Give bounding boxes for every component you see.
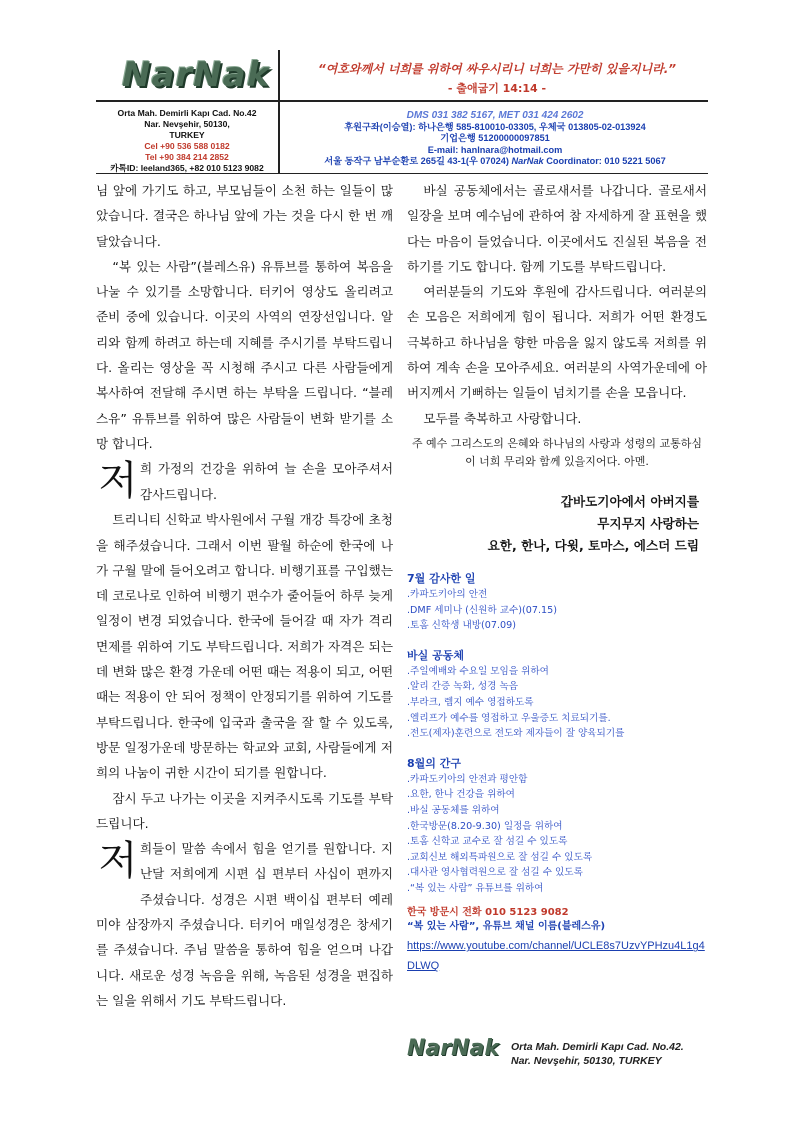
- list-item: .한국방문(8.20-9.30) 일정을 위하여: [407, 820, 563, 832]
- right-column: [407, 178, 707, 974]
- paragraph: 님 앞에 가기도 하고, 부모님들이 소천 하는 일들이 많았습니다. 결국은 하나님 앞에 가는 것을 다시 한 번 깨달았습니다.: [96, 183, 393, 249]
- contact-email[interactable]: E-mail: hanlnara@hotmail.com: [427, 144, 563, 155]
- list-item: .토홈 신학교 교수로 잘 섬길 수 있도록: [407, 836, 568, 848]
- list-item: .알리 간증 녹화, 성경 녹음: [407, 681, 518, 693]
- header-address: [96, 108, 278, 174]
- list-item: .대사관 영사협력원으로 잘 섬길 수 있도록: [407, 867, 583, 879]
- list-item: .카파도키아의 안전: [407, 588, 488, 600]
- header-divider: [96, 100, 708, 102]
- coordinator-address: 서울 동작구 남부순환로 265길 43-1(우 07024): [324, 156, 509, 166]
- letter-header: [96, 50, 708, 175]
- dropcap-paragraph: [96, 836, 393, 1013]
- contact-phones: DMS 031 382 5167, MET 031 424 2602: [406, 110, 584, 121]
- signature-line: 갑바도기아에서 아버지를: [560, 493, 699, 509]
- contact-bank: 후원구좌(이승열): 하나은행 585-810010-03305, 우체국 013805-02-013924: [344, 121, 646, 132]
- narnak-logo-text: NarNak: [122, 55, 271, 95]
- narnak-logo: [96, 50, 278, 100]
- paragraph: 잠시 두고 나가는 이곳을 지켜주시도록 기도를 부탁드립니다.: [96, 790, 393, 831]
- list-item: .요한, 한나 건강을 위하여: [407, 789, 515, 801]
- signature-line: 무지무지 사랑하는: [597, 515, 699, 531]
- list-item: .바실 공동체를 위하여: [407, 804, 500, 816]
- address-cel: Cel +90 536 588 0182: [144, 141, 230, 151]
- header-vertical-divider: [278, 50, 280, 174]
- paragraph: 희 가정의 건강을 위하여 늘 손을 모아주셔서 감사드립니다.: [140, 461, 393, 502]
- address-line: TURKEY: [169, 130, 205, 140]
- dropcap-paragraph: [96, 456, 393, 507]
- list-item: .교회신보 해외특파원으로 잘 섬길 수 있도록: [407, 851, 593, 863]
- contact-coordinator: [282, 156, 708, 168]
- contact-bank-2: 기업은행 51200000097851: [440, 133, 550, 143]
- section-title: 바실 공동체: [407, 648, 464, 662]
- list-item: .전도(제자)훈련으로 전도와 제자들이 잘 양육되기를: [407, 728, 625, 740]
- footer: [407, 1036, 707, 1072]
- list-item: .엘리프가 예수를 영접하고 우울증도 치료되기를.: [407, 712, 611, 724]
- signature: [407, 491, 707, 557]
- section-community: [407, 648, 707, 742]
- korea-phone: 한국 방문시 전화 010 5123 9082: [407, 907, 569, 919]
- header-verse-reference: - 출애굽기 14:14 -: [447, 82, 547, 95]
- address-line: Orta Mah. Demirli Kapı Cad. No.42: [117, 108, 257, 118]
- header-verse: “여호와께서 너희를 위하여 싸우시리니 너희는 가만히 있을지니라.”: [317, 62, 677, 76]
- list-item: .DMF 세미나 (신원하 교수)(07.15): [407, 604, 557, 616]
- paragraph: 바실 공동체에서는 골로새서를 나갑니다. 골로새서 일장을 보며 예수님에 관하여 참 자세하게 잘 표현을 했다는 마음이 들었습니다. 이곳에서도 진실된 복음을 전하기를 기도 합니다. 함께 기도를 부탁드립니다.: [407, 183, 707, 274]
- section-thanks: [407, 571, 707, 634]
- dropcap-letter: 저: [98, 458, 138, 505]
- youtube-label: “복 있는 사람”, 유튜브 채널 이름(블레스유): [407, 921, 606, 933]
- list-item: .“복 있는 사람” 유튜브를 위하여: [407, 882, 544, 894]
- paragraph: 트리니티 신학교 박사원에서 구월 개강 특강에 초청을 해주셨습니다. 그래서 이번 팔월 하순에 한국에 나가 구월 말에 들어오려고 합니다. 비행기표를 구입했는데 코로나로 인하여 비행기 편수가 줄어들어 하루 늦게 일정이 변경 되었습니다. 한국에 들어갈 때 자가 격리 면제를 위하여 기도 부탁드립니다. 저희가 자격은 되는데 변화 많은 환경 가운데 어떤 때는 적용이 되고, 어떤 때는 적용이 안 되어 정책이 안정되기를 위하여 기도를 부탁드립니다. 한국에 입국과 출국을 잘 할 수 있도록, 방문 일정가운데 방문하는 학교와 교회, 사람들에게 저희의 나눔이 귀한 시간이 되기를 원합니다.: [96, 512, 393, 781]
- footer-address-line: Orta Mah. Demirli Kapı Cad. No.42.: [511, 1041, 684, 1053]
- signature-line: 요한, 한나, 다윗, 토마스, 에스더 드림: [487, 537, 699, 553]
- list-item: .주일예배와 수요일 모임을 위하여: [407, 665, 549, 677]
- paragraph: 모두를 축복하고 사랑합니다.: [423, 410, 582, 426]
- list-item: .토홈 신학생 내방(07.09): [407, 620, 516, 632]
- footer-address: [511, 1040, 684, 1068]
- benediction: 주 예수 그리스도의 은혜와 하나님의 사랑과 성령의 교통하심이 너희 무리와 함께 있을지어다. 아멘.: [411, 436, 703, 468]
- footer-logo: NarNak: [407, 1036, 499, 1061]
- section-title: 8월의 간구: [407, 756, 461, 770]
- address-kakao: 카톡ID: leeland365, +82 010 5123 9082: [110, 163, 264, 173]
- paragraph: 여러분들의 기도와 후원에 감사드립니다. 여러분의 손 모음은 저희에게 힘이 됩니다. 저희가 어떤 환경도 극복하고 하나님을 향한 마음을 잃지 않도록 저희를 위하여 계속 손을 모아주세요. 여러분의 사역가운데에 아버지께서 기뻐하는 일들이 넘치기를 손을 모읍니다.: [407, 284, 707, 401]
- footer-address-line: Nar. Nevşehir, 50130, TURKEY: [511, 1055, 662, 1067]
- address-tel: Tel +90 384 214 2852: [145, 152, 229, 162]
- coordinator-logo: NarNak: [511, 156, 544, 166]
- left-column: [96, 178, 393, 1013]
- list-item: .부라크, 렘지 예수 영접하도록: [407, 696, 534, 708]
- coordinator-phone: Coordinator: 010 5221 5067: [546, 156, 666, 166]
- section-prayer: [407, 756, 707, 897]
- dropcap-letter: 저: [98, 838, 138, 885]
- paragraph: 희들이 말씀 속에서 힘을 얻기를 원합니다. 지난달 저희에게 시편 십 편부터 사십이 편까지 주셨습니다. 성경은 시편 백이십 편부터 예레미야 삼장까지 주셨습니다. 터키어 매일성경은 창세기를 주셨습니다. 주님 말씀을 통하여 힘을 얻으며 나갑니다. 새로운 성경 녹음을 위해, 녹음된 성경을 편집하는 일을 위해서 기도 부탁드립니다.: [96, 841, 393, 1008]
- youtube-link[interactable]: https://www.youtube.com/channel/UCLE8s7UzvYPHzu4L1g4DLWQ: [407, 940, 705, 973]
- list-item: .카파도키아의 안전과 평안함: [407, 773, 528, 785]
- paragraph: “복 있는 사람”(블레스유) 유튜브를 통하여 복음을 나눌 수 있기를 소망합니다. 터키어 영상도 올리려고 준비 중에 있습니다. 이곳의 사역의 연장선입니다. 알리와 함께 하려고 하는데 지혜를 주시기를 부탁드립니다. 올리는 영상을 꼭 시청해 주시고 다른 사람들에게 복사하여 전달해 주시면 하는 부탁을 드립니다. “블레스유” 유튜브를 위하여 많은 사람들이 변화 받기를 소망 합니다.: [96, 258, 393, 451]
- address-line: Nar. Nevşehir, 50130,: [144, 119, 230, 129]
- section-title: 7월 감사한 일: [407, 571, 476, 585]
- header-contact: [282, 110, 708, 168]
